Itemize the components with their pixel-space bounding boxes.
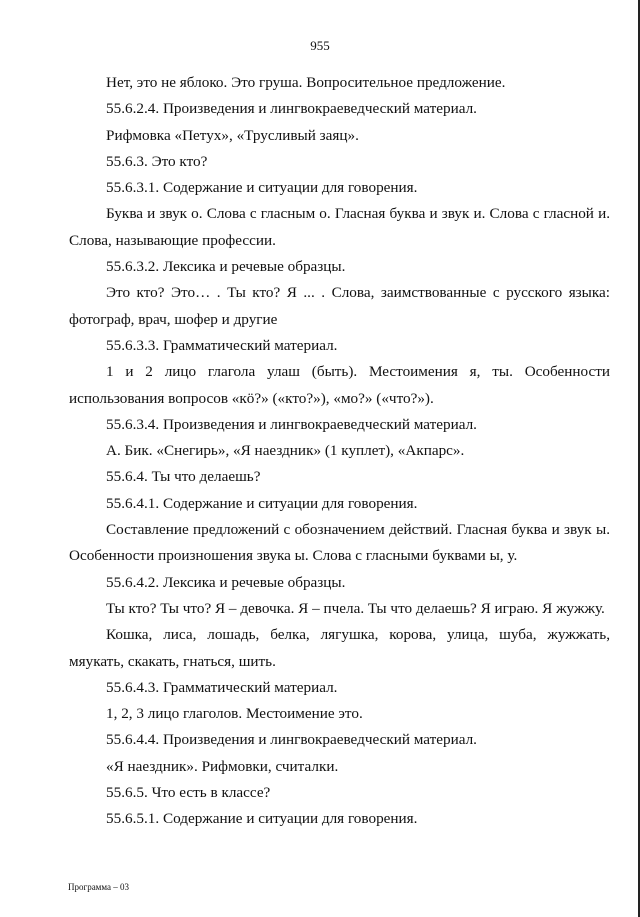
section-heading: 55.6.3. Это кто? [106,152,208,170]
paragraph: А. Бик. «Снегирь», «Я наездник» (1 куплет), «Акпарс». [106,442,465,460]
section-heading: 55.6.3.1. Содержание и ситуации для говорения. [106,179,418,197]
section-heading: 55.6.4.3. Грамматический материал. [106,678,338,696]
paragraph: Кошка, лиса, лошадь, белка, лягушка, корова, улица, шуба, жужжать, мяукать, скакать, гнаться, шить. [69,626,610,670]
section-heading: 55.6.5. Что есть в классе? [106,784,271,802]
paragraph: Составление предложений с обозначением действий. Гласная буква и звук ы. Особенности произношения звука ы. Слова с гласными буквами ы, у. [69,521,610,565]
paragraph: «Я наездник». Рифмовки, считалки. [106,757,339,775]
paragraph: 1, 2, 3 лицо глаголов. Местоимение это. [106,705,363,723]
paragraph: Буква и звук о. Слова с гласным о. Гласная буква и звук и. Слова с гласной и. Слова, называющие профессии. [69,205,610,249]
section-heading: 55.6.4.2. Лексика и речевые образцы. [106,573,346,591]
page-number: 955 [310,38,330,53]
paragraph: Ты кто? Ты что? Я – девочка. Я – пчела. Ты что делаешь? Я играю. Я жужжу. [106,599,605,617]
section-heading: 55.6.5.1. Содержание и ситуации для говорения. [106,810,418,828]
section-heading: 55.6.4. Ты что делаешь? [106,468,261,486]
paragraph: Нет, это не яблоко. Это груша. Вопросительное предложение. [106,74,506,91]
paragraph: Это кто? Это… . Ты кто? Я ... . Слова, заимствованные с русского языка: фотограф, врач, шофер и другие [69,284,610,328]
section-heading: 55.6.4.1. Содержание и ситуации для говорения. [106,494,418,512]
section-heading: 55.6.3.3. Грамматический материал. [106,336,338,354]
document-body [69,70,610,833]
section-heading: 55.6.3.4. Произведения и лингвокраеведческий материал. [106,415,477,433]
footer-label: Программа – 03 [68,882,130,892]
paragraph: 1 и 2 лицо глагола улаш (быть). Местоимения я, ты. Особенности использования вопросов «кӧ?» («кто?»), «мо?» («что?»). [69,363,610,407]
section-heading: 55.6.3.2. Лексика и речевые образцы. [106,258,346,276]
section-heading: 55.6.4.4. Произведения и лингвокраеведческий материал. [106,731,477,749]
section-heading: 55.6.2.4. Произведения и лингвокраеведческий материал. [106,100,477,118]
paragraph: Рифмовка «Петух», «Трусливый заяц». [106,126,359,144]
